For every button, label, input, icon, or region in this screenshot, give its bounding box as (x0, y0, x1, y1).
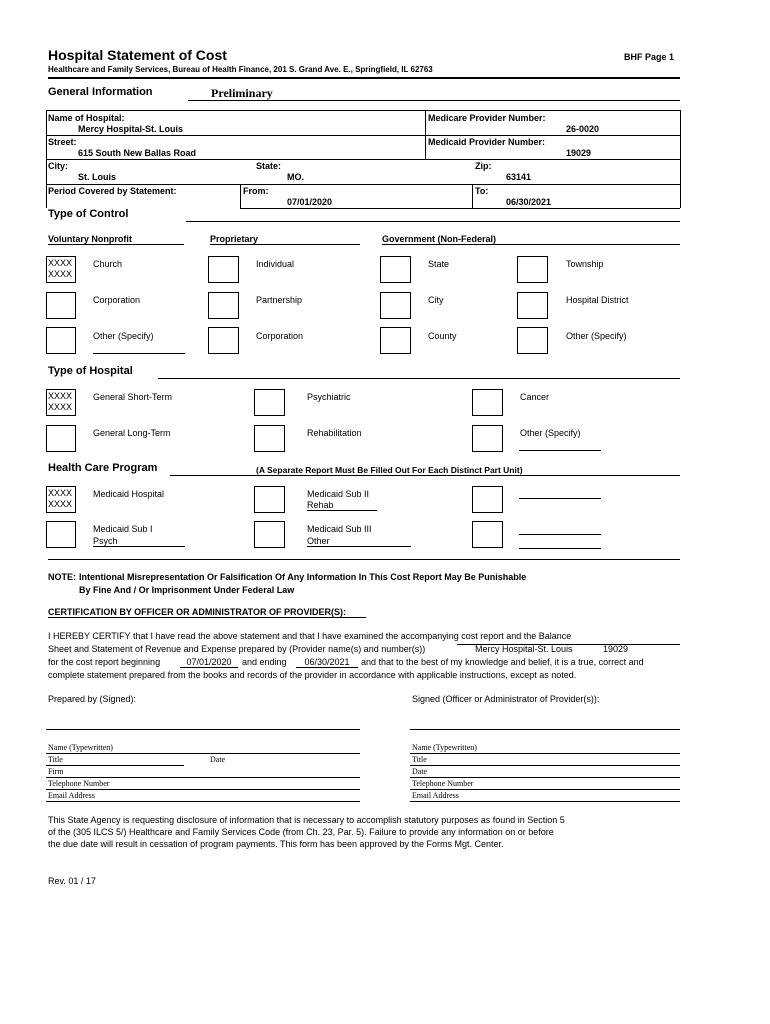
grid-right (680, 110, 681, 208)
program-other2-line[interactable] (519, 534, 601, 535)
provider-name-field[interactable] (457, 644, 680, 654)
certification-heading: CERTIFICATION BY OFFICER OR ADMINISTRATOR OF PROVIDER(S): (48, 607, 366, 618)
hospital-name-value[interactable]: Mercy Hospital-St. Louis (78, 124, 184, 134)
medicaid-sub1-type[interactable]: Psych (93, 536, 185, 547)
right-date-line[interactable] (410, 777, 680, 778)
certification-line-1: I HEREBY CERTIFY that I have read the above statement and that I have examined the accompanying cost report and the Balance (48, 631, 572, 641)
control-heading-rule (186, 221, 680, 222)
township-label: Township (566, 259, 604, 269)
general-short-term-label: General Short-Term (93, 392, 173, 402)
page-label: BHF Page 1 (624, 52, 675, 62)
left-email-line[interactable] (46, 801, 360, 802)
form-subtitle: Healthcare and Family Services, Bureau of Health Finance, 201 S. Grand Ave. E., Springfield, IL 62763 (48, 65, 433, 74)
right-telephone-line[interactable] (410, 789, 680, 790)
prepared-by-label: Prepared by (Signed): (48, 694, 137, 704)
partnership-checkbox[interactable] (208, 292, 239, 319)
hospital-name-label: Name of Hospital: (48, 113, 125, 123)
township-checkbox[interactable] (517, 256, 548, 283)
prepared-by-signature-line[interactable] (46, 729, 360, 730)
hospital-other-checkbox[interactable] (472, 425, 503, 452)
right-title-label: Title (412, 755, 427, 764)
government-other-checkbox[interactable] (517, 327, 548, 354)
right-name-label: Name (Typewritten) (412, 743, 477, 752)
psychiatric-label: Psychiatric (307, 392, 351, 402)
grid-row-1 (46, 135, 680, 136)
to-value[interactable]: 06/30/2021 (506, 197, 552, 207)
medicaid-sub1-label: Medicaid Sub I (93, 524, 153, 534)
from-label: From: (243, 186, 269, 196)
hospital-district-checkbox[interactable] (517, 292, 548, 319)
general-heading-rule (188, 100, 680, 101)
medicare-number-label: Medicare Provider Number: (428, 113, 546, 123)
state-control-label: State (428, 259, 450, 269)
state-value[interactable]: MO. (287, 172, 304, 182)
hospital-other-line[interactable] (519, 450, 601, 451)
proprietary-header: Proprietary (210, 234, 360, 245)
medicaid-sub3-label: Medicaid Sub III (307, 524, 372, 534)
rehabilitation-checkbox[interactable] (254, 425, 285, 452)
state-checkbox[interactable] (380, 256, 411, 283)
proprietary-corporation-checkbox[interactable] (208, 327, 239, 354)
grid-row-3 (46, 184, 680, 185)
status-preliminary: Preliminary (211, 86, 273, 100)
note-line-1: Intentional Misrepresentation Or Falsification Of Any Information In This Cost Report May Be Punishable (79, 572, 527, 582)
certification-line-4: complete statement prepared from the books and records of the provider in accordance with applicable instructions, except as noted. (48, 670, 577, 680)
general-long-term-checkbox[interactable] (46, 425, 76, 452)
zip-value[interactable]: 63141 (506, 172, 532, 182)
program-bottom-rule (48, 559, 680, 560)
left-email-label: Email Address (48, 791, 95, 800)
grid-top (46, 110, 680, 111)
left-firm-line[interactable] (46, 777, 360, 778)
medicaid-hospital-checkbox[interactable]: XXXX XXXX (46, 486, 76, 513)
left-date-label: Date (210, 755, 226, 764)
program-note: (A Separate Report Must Be Filled Out For Each Distinct Part Unit) (256, 465, 523, 475)
left-name-label: Name (Typewritten) (48, 743, 113, 752)
medicare-number-value[interactable]: 26-0020 (566, 124, 600, 134)
medicaid-number-label: Medicaid Provider Number: (428, 137, 546, 147)
medicaid-sub3-checkbox[interactable] (254, 521, 285, 548)
left-telephone-line[interactable] (46, 789, 360, 790)
street-value[interactable]: 615 South New Ballas Road (78, 148, 197, 158)
individual-label: Individual (256, 259, 295, 269)
right-email-line[interactable] (410, 801, 680, 802)
corporation-label: Corporation (93, 295, 141, 305)
medicaid-sub2-checkbox[interactable] (254, 486, 285, 513)
city-value[interactable]: St. Louis (78, 172, 116, 182)
right-name-line[interactable] (410, 753, 680, 754)
county-label: County (428, 331, 457, 341)
medicaid-sub2-label: Medicaid Sub II (307, 489, 370, 499)
from-value[interactable]: 07/01/2020 (287, 197, 333, 207)
medicaid-number-value[interactable]: 19029 (566, 148, 592, 158)
partnership-label: Partnership (256, 295, 303, 305)
general-long-term-label: General Long-Term (93, 428, 171, 438)
program-other3-line[interactable] (519, 548, 601, 549)
grid-bottom (240, 208, 680, 209)
city-control-label: City (428, 295, 444, 305)
health-care-program-heading: Health Care Program (48, 462, 158, 474)
medicaid-hospital-label: Medicaid Hospital (93, 489, 165, 499)
provider-name-value: Mercy Hospital-St. Louis (475, 644, 573, 654)
disclosure-line-3: the due date will result in cessation of program payments. This form has been approved by the Forms Mgt. Center. (48, 839, 504, 849)
city-checkbox[interactable] (380, 292, 411, 319)
type-of-control-heading: Type of Control (48, 208, 129, 220)
disclosure-line-2: of the (305 ILCS 5/) Healthcare and Family Services Code (from Ch. 23, Par. 5). Failure to provide any information on or before (48, 827, 554, 837)
note-label: NOTE: (48, 572, 76, 582)
period-label: Period Covered by Statement: (48, 186, 177, 196)
end-date-field[interactable]: 06/30/2021 (296, 657, 358, 668)
program-other1-checkbox[interactable] (472, 486, 503, 513)
general-short-term-checkbox[interactable]: XXXX XXXX (46, 389, 76, 416)
cancer-checkbox[interactable] (472, 389, 503, 416)
left-title-label: Title (48, 755, 63, 764)
hospital-heading-rule (158, 378, 680, 379)
disclosure-line-1: This State Agency is requesting disclosure of information that is necessary to accomplish statutory purposes as found in Section 5 (48, 815, 565, 825)
medicaid-sub2-type[interactable]: Rehab (307, 500, 377, 511)
grid-from-divider (240, 184, 241, 208)
certification-line-3b: and ending (242, 657, 287, 667)
certification-line-3c: and that to the best of my knowledge and belief, it is a true, correct and (361, 657, 644, 667)
church-checkbox[interactable]: XXXX XXXX (46, 256, 76, 283)
county-checkbox[interactable] (380, 327, 411, 354)
revision-label: Rev. 01 / 17 (48, 876, 96, 886)
corporation-checkbox[interactable] (46, 292, 76, 319)
left-firm-label: Firm (48, 767, 64, 776)
right-title-line[interactable] (410, 765, 680, 766)
city-label: City: (48, 161, 68, 171)
individual-checkbox[interactable] (208, 256, 239, 283)
left-name-line[interactable] (46, 753, 360, 754)
provider-number-value: 19029 (603, 644, 629, 654)
right-email-label: Email Address (412, 791, 459, 800)
header-rule (48, 77, 680, 79)
certification-line-2: Sheet and Statement of Revenue and Expense prepared by (Provider name(s) and number(s)) (48, 644, 426, 654)
medicaid-sub1-checkbox[interactable] (46, 521, 76, 548)
left-telephone-label: Telephone Number (48, 779, 110, 788)
program-heading-rule (170, 475, 680, 476)
psychiatric-checkbox[interactable] (254, 389, 285, 416)
note-line-2: By Fine And / Or Imprisonment Under Federal Law (79, 585, 295, 595)
church-label: Church (93, 259, 123, 269)
right-telephone-label: Telephone Number (412, 779, 474, 788)
street-label: Street: (48, 137, 77, 147)
general-info-heading: General Information (48, 86, 153, 98)
grid-row-2 (46, 159, 680, 160)
hospital-other-label: Other (Specify) (520, 428, 581, 438)
to-label: To: (475, 186, 489, 196)
program-other1-line[interactable] (519, 498, 601, 499)
hospital-district-label: Hospital District (566, 295, 629, 305)
voluntary-nonprofit-header: Voluntary Nonprofit (48, 234, 184, 245)
right-date-label: Date (412, 767, 428, 776)
proprietary-corporation-label: Corporation (256, 331, 304, 341)
officer-signature-line[interactable] (410, 729, 680, 730)
medicaid-sub3-type[interactable]: Other (307, 536, 411, 547)
government-header: Government (Non-Federal) (382, 234, 680, 245)
zip-label: Zip: (475, 161, 492, 171)
left-title-line[interactable] (46, 765, 184, 766)
certification-line-3a: for the cost report beginning (48, 657, 161, 667)
grid-to-divider (472, 184, 473, 208)
cancer-label: Cancer (520, 392, 550, 402)
voluntary-other-line[interactable] (93, 353, 185, 354)
government-other-label: Other (Specify) (566, 331, 627, 341)
type-of-hospital-heading: Type of Hospital (48, 365, 133, 377)
program-other2-checkbox[interactable] (472, 521, 503, 548)
voluntary-other-checkbox[interactable] (46, 327, 76, 354)
signed-by-label: Signed (Officer or Administrator of Provider(s)): (412, 694, 600, 704)
state-label: State: (256, 161, 282, 171)
rehabilitation-label: Rehabilitation (307, 428, 362, 438)
form-title: Hospital Statement of Cost (48, 47, 227, 63)
begin-date-field[interactable]: 07/01/2020 (180, 657, 238, 668)
voluntary-other-label: Other (Specify) (93, 331, 154, 341)
